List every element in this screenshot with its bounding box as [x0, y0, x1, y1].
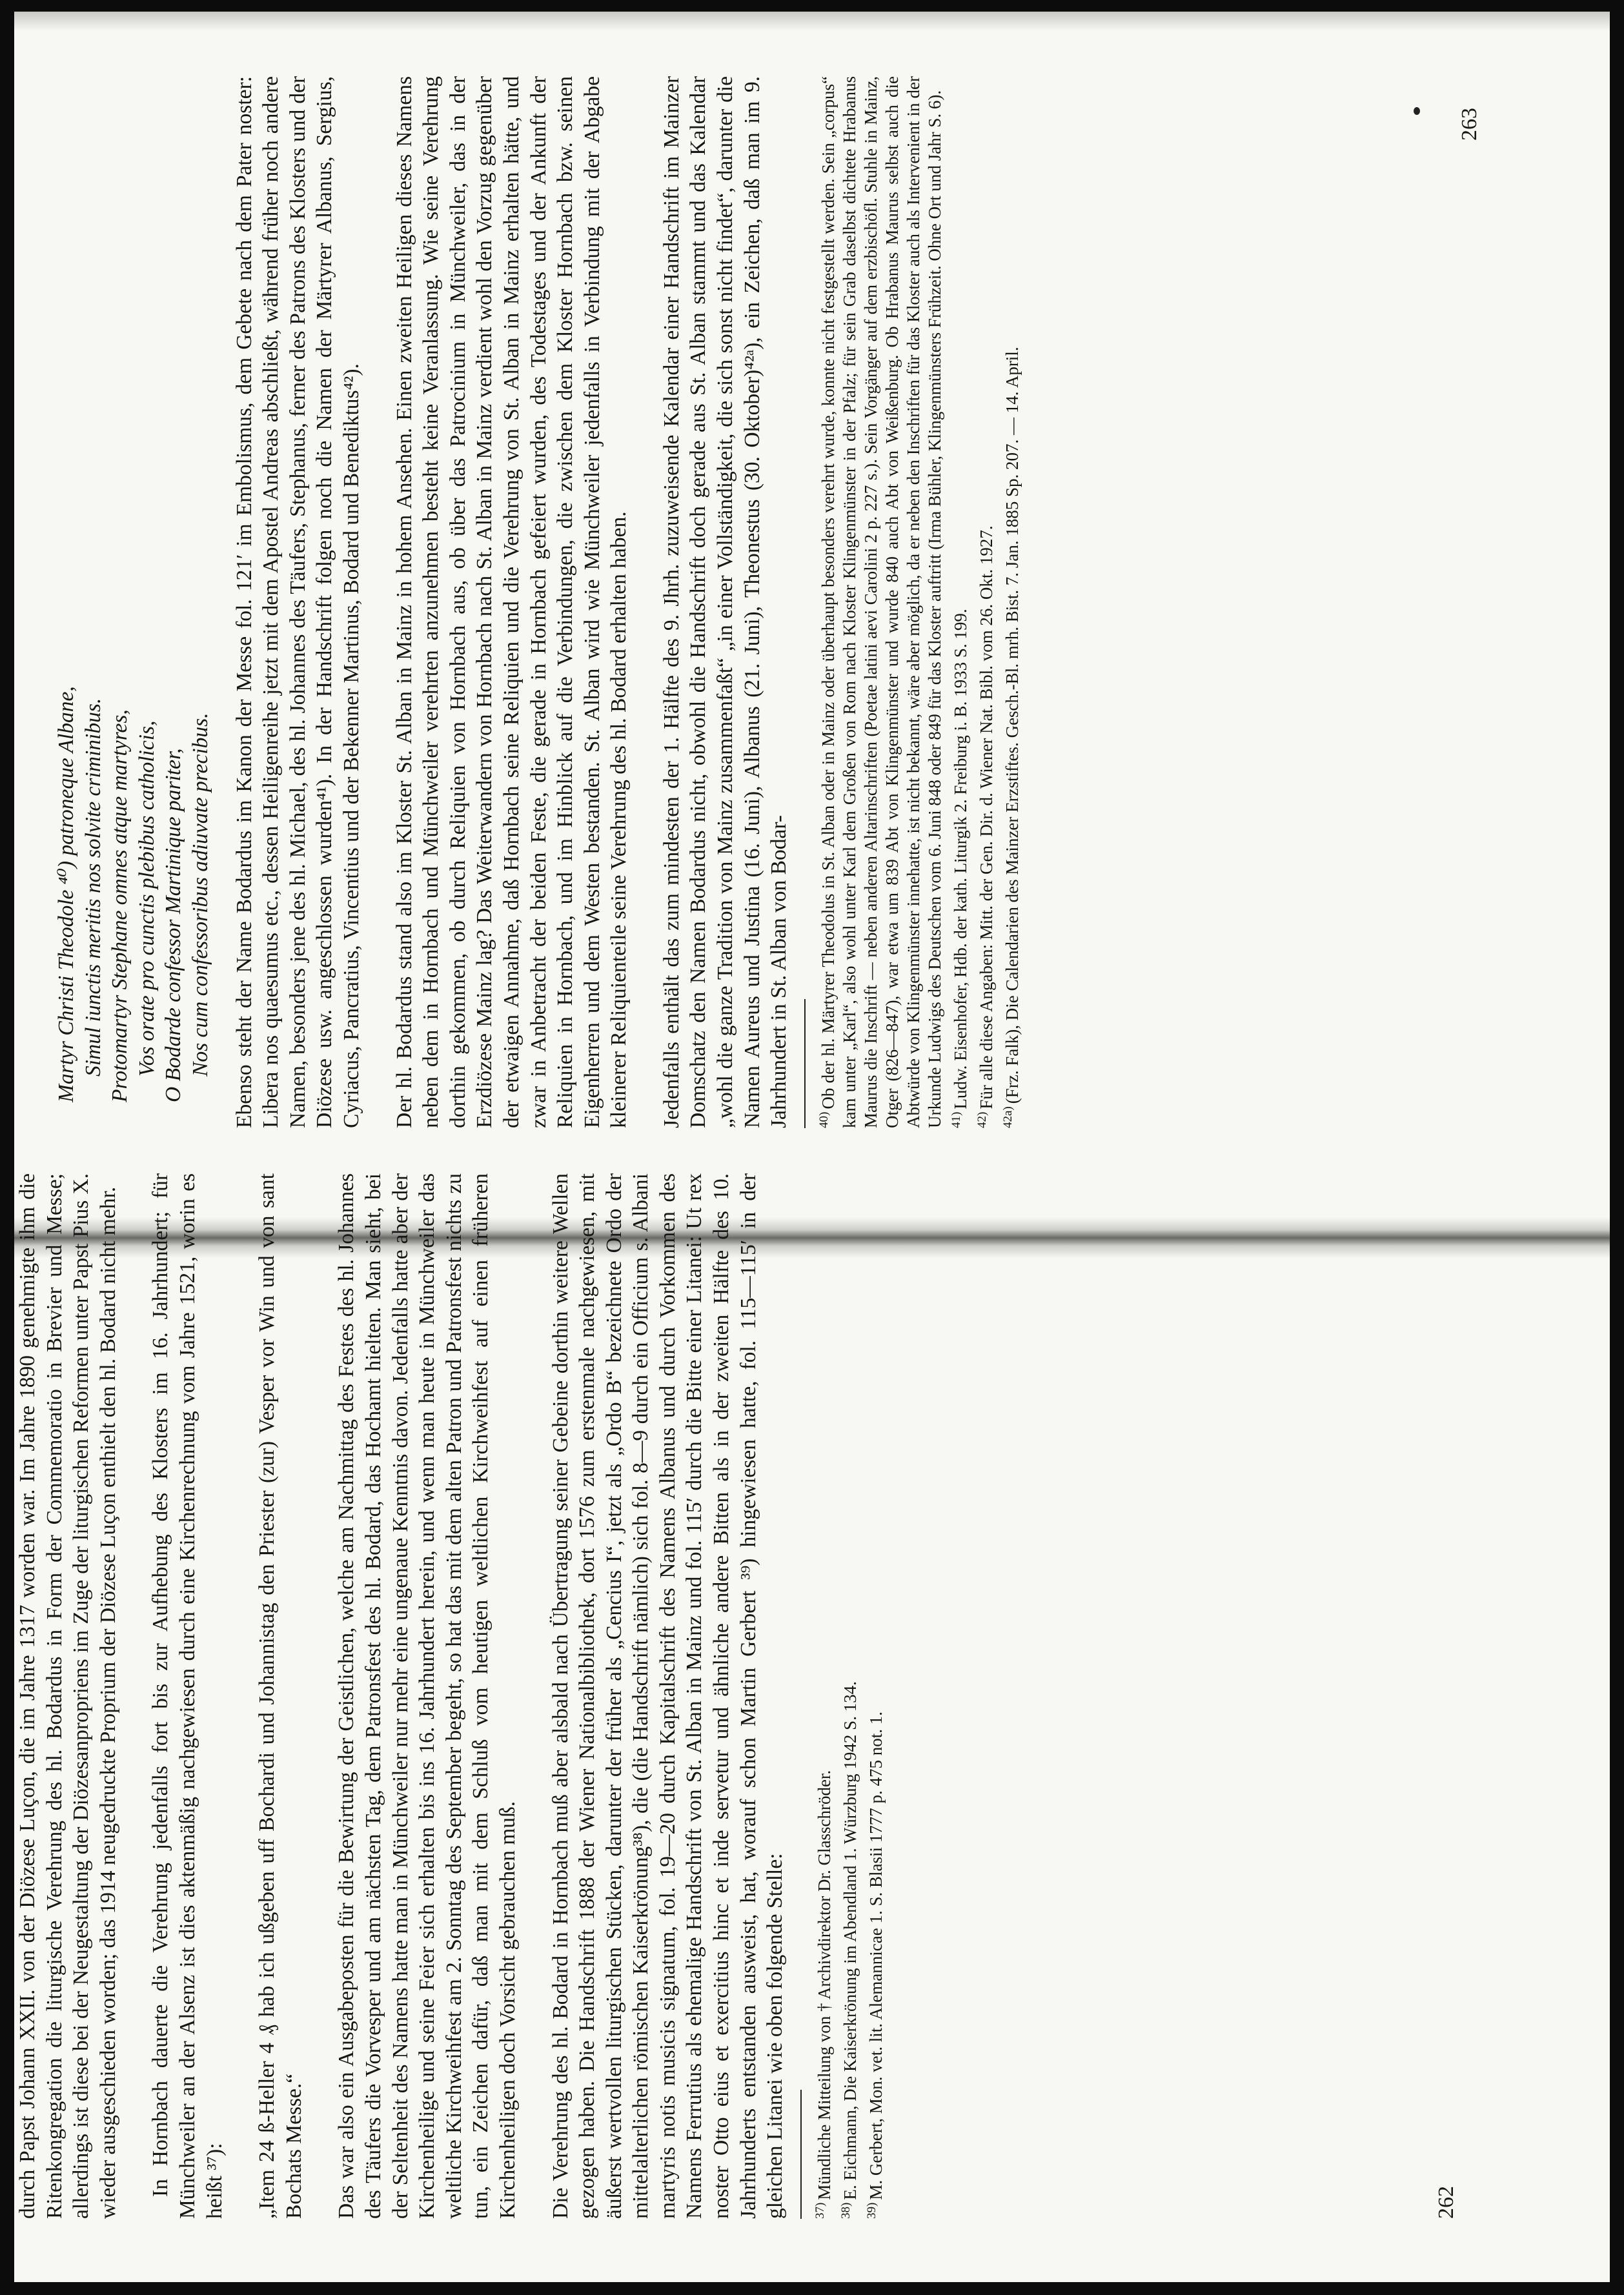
verse-line: O Bodarde confessor Martinique pariter,: [161, 748, 186, 1102]
footnote: $^{40)}$Ob der hl. Märtyrer Theodolus in St. Alban oder in Mainz oder überhaupt besonders verehrt wurde, konnte nicht festgestellt werden. Sein „corpus“ kam unter „Karl“, also wohl unter Karl dem Großen von Rom nach Kloster Klingenmünster in der Pfalz; für sein Grab daselbst dichtete Hrabanus Maurus die Inschrift — neben anderen Altarinschriften (Poetae latini aevi Carolini 2 p. 227 s.). Sein Vorgänger auf dem erzbischöfl. Stuhle in Mainz, Otger (826—847), war etwa um 839 Abt von Klingenmünster und wurde 840 auch Abt von Weißenburg. Ob Hrabanus Maurus selbst auch die Abtwürde von Klingenmünster innehatte, ist nicht bekannt, wäre aber möglich, da er neben den Inschriften für das Kloster auch als Intervenient in der Urkunde Ludwigs des Deutschen vom 6. Juni 848 oder 849 für das Kloster auftritt (Irma Bühler, Klingenmünsters Frühzeit. Ohne Ort und Jahr S. 6).: [817, 76, 944, 1128]
paragraph: Ebenso steht der Name Bodardus im Kanon der Messe fol. 121′ im Embolismus, dem Gebete nach dem Pater noster: Libera nos quaesumus etc., dessen Heiligenreihe jetzt mit dem Apostel Andreas abschließt, während früher noch andere Namen, besonders jene des hl. Michael, des hl. Johannes des Täufers, Stephanus, ferner des Patrons des Klosters und der Diözese usw. angeschlossen wurden⁴¹). In der Handschrift folgen noch die Namen der Märtyrer Albanus, Sergius, Cyriacus, Pancratius, Vincentius und der Bekenner Martinus, Bodard und Benediktus⁴²).: [232, 76, 363, 1128]
paragraph: In Hornbach dauerte die Verehrung jedenfalls fort bis zur Aufhebung des Klosters im 16. Jahrhundert; für Münchweiler an der Alsenz ist dies aktenmäßig nachgewiesen durch eine Kirchenrechnung vom Jahre 1521, worin es heißt ³⁷):: [148, 1173, 227, 2219]
verse-line: Vos orate pro cunctis plebibus catholicis,: [134, 720, 159, 1077]
page-262-body: [14, 1173, 887, 2219]
page-number: 263: [1457, 108, 1481, 141]
quotation: „Item 24 ß-Heller 4 ₰ hab ich ußgeben uff Bochardi und Johannistag den Priester (zur) Vesper vor Win und von sant Bochats Messe.“: [255, 1173, 306, 2219]
footnote: $^{42)}$Für alle diese Angaben: Mitt. der Gen. Dir. d. Wiener Nat. Bibl. vom 26. Okt. 1927.: [975, 525, 996, 1128]
footnote: $^{42a)}$(Frz. Falk), Die Calendarien des Mainzer Erzstiftes. Gesch.-Bl. mrh. Bist. 7. Jan. 1885 Sp. 207. — 14. April.: [1000, 347, 1022, 1128]
scanned-book-spread: [14, 12, 1610, 2282]
page-262: [14, 37, 1589, 2258]
paragraph: Das war also ein Ausgabeposten für die Bewirtung der Geistlichen, welche am Nachmittag des Festes des hl. Johannes des Täufers die Vorvesper und am nächsten Tag, dem Patronsfest des hl. Bodard, das Hochamt hielten. Man sieht, bei der Seltenheit des Namens hatte man in Münchweiler nur mehr eine ungenaue Kenntnis davon. Jedenfalls hatte aber der Kirchenheilige und seine Feier sich erhalten bis ins 16. Jahrhundert herein, und wenn man heute in Münchweiler das weltliche Kirchweihfest am 2. Sonntag des September begeht, so hat das mit dem alten Patron und Patronsfest nichts zu tun, ein Zeichen dafür, daß man mit dem Schluß vom heutigen weltlichen Kirchweihfest auf einen früheren Kirchenheiligen doch Vorsicht gebrauchen muß.: [334, 1173, 520, 2219]
footnote: $^{38)}$E. Eichmann, Die Kaiserkrönung im Abendland 1. Würzburg 1942 S. 134.: [838, 1681, 860, 2219]
paragraph: Die Verehrung des hl. Bodard in Hornbach muß aber alsbald nach Übertragung seiner Gebeine dorthin weitere Wellen gezogen haben. Die Handschrift 1888 der Wiener Nationalbibliothek, dort 1576 zum erstenmale nachgewiesen, mit äußerst wertvollen liturgischen Stücken, darunter der früher als „Cencius I“, jetzt als „Ordo B“ bezeichnete Ordo der mittelalterlichen römischen Kaiserkrönung³⁸), die (die Handschrift nämlich) sich fol. 8—9 durch ein Officium s. Albani martyris notis musicis signatum, fol. 19—20 durch Kapitalschrift des Namens Albanus und durch Vorkommen des Namens Ferrutius als ehemalige Handschrift von St. Alban in Mainz und fol. 115′ durch die Bitte einer Litanei: Ut rex noster Otto eius et exercitius hinc et inde servetur und ähnliche andere Bitten als in der zweiten Hälfte des 10. Jahrhunderts entstanden ausweist, hat, worauf schon Martin Gerbert ³⁹) hingewiesen hatte, fol. 115—115′ in der gleichen Litanei wie oben folgende Stelle:: [548, 1173, 787, 2219]
paragraph: Der hl. Bodardus stand also im Kloster St. Alban in Mainz in hohem Ansehen. Einen zweiten Heiligen dieses Namens neben dem in Hornbach und Münchweiler verehrten anzunehmen besteht keine Veranlassung. Wie seine Verehrung dorthin gekommen, ob durch Reliquien von Hornbach aus, ob über das Patrocinium in Münchweiler, das in der Erzdiözese Mainz lag? Das Weiterwandern von Hornbach nach St. Alban in Mainz verdient wohl den Vorzug gegenüber der etwaigen Annahme, daß Hornbach seine Reliquien und die Verehrung von St. Alban in Mainz erhalten hätte, und zwar in Anbetracht der beiden Feste, die gerade in Hornbach gefeiert wurden, des Todestages und der Ankunft der Reliquien in Hornbach, und im Hinblick auf die Verbindungen, die zwischen dem Kloster Hornbach bzw. seinen Eigenherren und dem Westen bestanden. St. Alban wird wie Münchweiler jedenfalls in Verbindung mit der Abgabe kleinerer Reliquienteile seine Verehrung des hl. Bodard erhalten haben.: [392, 76, 631, 1128]
verse-line: Protomartyr Stephane omnes atque martyres,: [108, 709, 132, 1102]
paragraph: Jedenfalls enthält das zum mindesten der 1. Hälfte des 9. Jhrh. zuzuweisende Kalendar einer Handschrift im Mainzer Domschatz den Namen Bodardus nicht, obwohl die Handschrift doch gerade aus St. Alban stammt und das Kalendar „wohl die ganze Tradition von Mainz zusammenfaßt“ „in einer Vollständigkeit, die sich sonst nicht findet“, darunter die Namen Aureus und Justina (16. Juni), Albanus (21. Juni), Theonestus (30. Oktober)⁴²ᵃ), ein Zeichen, daß man im 9. Jahrhundert in St. Alban von Bodar-: [659, 76, 791, 1128]
verse-line: Nos cum confessoribus adiuvate precibus.: [188, 713, 212, 1077]
footnote-rule: [800, 2090, 802, 2219]
footnote: $^{41)}$Ludw. Eisenhofer, Hdb. der kath. Liturgik 2. Freiburg i. B. 1933 S. 199.: [949, 609, 970, 1128]
footnote: $^{39)}$M. Gerbert, Mon. vet. lit. Alemannicae 1. S. Blasii 1777 p. 475 not. 1.: [864, 1712, 886, 2219]
page-number: 262: [1434, 2186, 1458, 2219]
scan-edge-shadow: [14, 12, 1610, 31]
footnote: $^{37)}$Mündliche Mitteilung von † Archivdirektor Dr. Glasschröder.: [813, 1770, 834, 2219]
paragraph: durch Papst Johann XXII. von der Diözese Luçon, die im Jahre 1317 worden war. Im Jahre 1890 genehmigte ihm die Ritenkongregation die liturgische Verehrung des hl. Bodardus in Form der Commemoratio in Brevier und Messe; allerdings ist diese bei der Neugestaltung der Diözesanpropriens im Zuge der liturgischen Reformen unter Papst Pius X. wieder ausgeschieden worden; das 1914 neugedruckte Proprium der Diözese Luçon enthielt den hl. Bodard nicht mehr.: [15, 1173, 120, 2219]
verse-line: Simul iunctis meritis nos solvite criminibus.: [81, 698, 105, 1077]
verse-line: Martyr Christi Theodole ⁴⁰) patroneque Albane,: [54, 686, 78, 1102]
